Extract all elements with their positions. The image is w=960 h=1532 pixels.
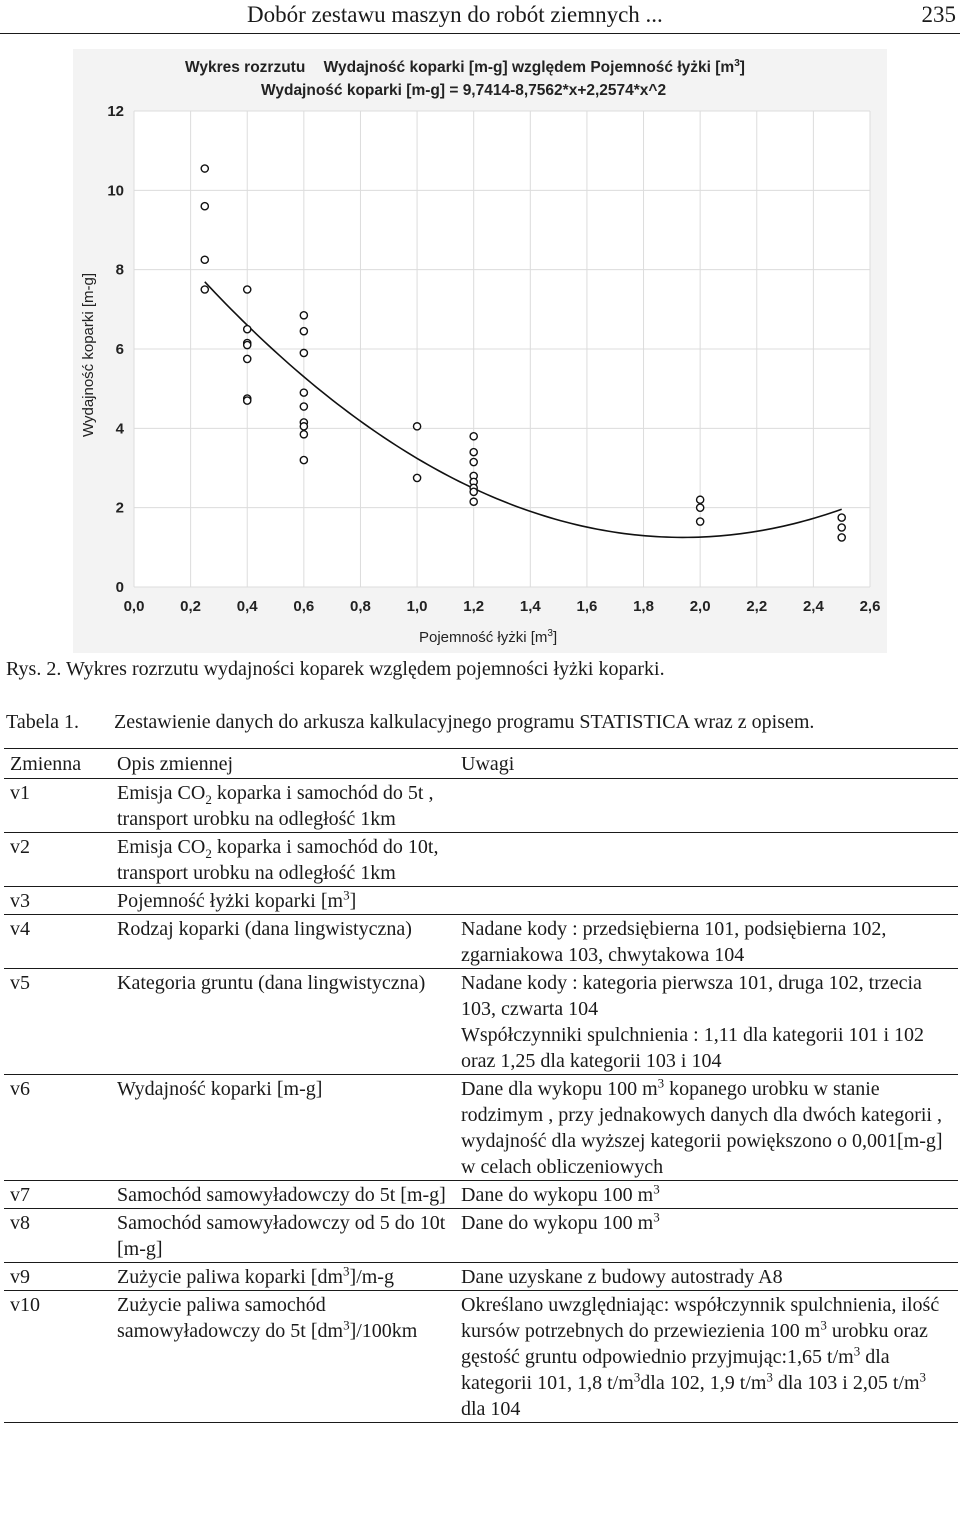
desc-text: Pojemność łyżki koparki [m <box>117 890 344 912</box>
cell-description <box>111 887 455 915</box>
data-point <box>470 458 477 465</box>
data-point <box>413 474 420 481</box>
data-point <box>244 286 251 293</box>
x-tick-label: 0,4 <box>236 598 258 615</box>
x-tick-label: 2,4 <box>802 598 824 615</box>
x-tick-label: 1,8 <box>633 598 654 615</box>
data-point <box>244 341 251 348</box>
table-row <box>4 1291 958 1423</box>
table-row <box>4 915 958 969</box>
cell-description <box>111 779 455 833</box>
note-text: dla 104 <box>461 1398 521 1420</box>
cell-variable: v1 <box>4 779 111 833</box>
data-point <box>244 326 251 333</box>
x-tick-label: 2,6 <box>859 598 881 615</box>
desc-text: Emisja CO <box>117 782 206 804</box>
desc-text: koparka i samochód do 5t , transport urobku na odległość 1km <box>117 782 434 830</box>
table-row <box>4 833 958 887</box>
data-point <box>300 423 307 430</box>
x-tick-label: 2,2 <box>746 598 768 615</box>
cell-variable: v4 <box>4 915 111 969</box>
desc-text: Zużycie paliwa koparki [dm <box>117 1266 344 1288</box>
cell-notes <box>455 887 958 915</box>
cell-variable: v6 <box>4 1075 111 1181</box>
data-point <box>300 389 307 396</box>
data-point <box>470 449 477 456</box>
cell-notes <box>455 1291 958 1423</box>
y-tick-label: 2 <box>115 499 124 517</box>
note-sup: 3 <box>919 1369 927 1385</box>
data-point <box>300 431 307 438</box>
note-text: Dane do wykopu 100 m <box>461 1212 654 1234</box>
data-point <box>697 518 704 525</box>
data-point <box>300 349 307 356</box>
cell-notes <box>455 969 958 1075</box>
cell-variable: v10 <box>4 1291 111 1423</box>
cell-description <box>111 833 455 887</box>
desc-text: ]/100km <box>349 1320 418 1342</box>
table-title: Zestawienie danych do arkusza kalkulacyjnego programu STATISTICA wraz z opisem. <box>114 711 815 733</box>
scatter-chart-svg <box>73 49 887 653</box>
note-sup: 3 <box>853 1343 861 1359</box>
data-point <box>470 433 477 440</box>
desc-sup: 3 <box>343 887 350 903</box>
column-header-variable: Zmienna <box>4 749 111 779</box>
note-text: Dane dla wykopu 100 m <box>461 1078 658 1100</box>
data-point <box>838 514 845 521</box>
x-tick-label: 1,4 <box>519 598 541 615</box>
data-point <box>300 403 307 410</box>
data-point <box>244 397 251 404</box>
chart-title <box>185 58 745 76</box>
x-tick-label: 1,2 <box>463 598 485 615</box>
y-tick-label: 4 <box>115 420 124 438</box>
chart-title-sup: 3 <box>734 58 740 69</box>
desc-text: ] <box>349 890 357 912</box>
data-point <box>300 456 307 463</box>
chart-title-end: ] <box>739 59 745 76</box>
cell-description: Samochód samowyładowczy od 5 do 10t [m-g] <box>111 1209 455 1263</box>
note-text: dla 102, 1,9 t/m <box>640 1372 767 1394</box>
table-caption <box>6 711 814 734</box>
page-number: 235 <box>921 2 956 27</box>
cell-variable: v2 <box>4 833 111 887</box>
desc-text: koparka i samochód do 10t, transport urobku na odległość 1km <box>117 836 439 884</box>
note-sup: 3 <box>633 1369 641 1385</box>
y-tick-label: 12 <box>107 103 124 120</box>
cell-description: Rodzaj koparki (dana lingwistyczna) <box>111 915 455 969</box>
x-tick-label: 0,8 <box>350 598 371 615</box>
cell-notes <box>455 1075 958 1181</box>
note-sup: 3 <box>653 1181 660 1197</box>
x-tick-label: 0,2 <box>180 598 202 615</box>
column-header-description: Opis zmiennej <box>111 749 455 779</box>
cell-notes <box>455 1209 958 1263</box>
data-point <box>201 286 208 293</box>
y-tick-label: 6 <box>115 341 124 358</box>
desc-sub: 2 <box>205 792 212 807</box>
x-tick-label: 2,0 <box>689 598 711 615</box>
running-title: Dobór zestawu maszyn do robót ziemnych ... <box>247 2 663 27</box>
table-row <box>4 887 958 915</box>
note-sup: 3 <box>766 1369 773 1385</box>
note-text: dla kategorii 101, 1,8 t/m <box>461 1346 890 1394</box>
cell-notes: Dane uzyskane z budowy autostrady A8 <box>455 1263 958 1291</box>
y-tick-label: 10 <box>107 182 124 200</box>
x-tick-label: 1,6 <box>576 598 598 615</box>
table-row <box>4 1263 958 1291</box>
x-tick-label: 1,0 <box>406 598 428 615</box>
note-text: dla 103 i 2,05 t/m <box>772 1372 920 1394</box>
note-sup: 3 <box>820 1317 827 1333</box>
desc-text: Emisja CO <box>117 836 206 858</box>
note-line: Nadane kody : kategoria pierwsza 101, druga 102, trzecia 103, czwarta 104 <box>461 972 922 1020</box>
data-point <box>838 534 845 541</box>
cell-variable: v5 <box>4 969 111 1075</box>
desc-sub: 2 <box>205 846 212 861</box>
note-text: Określano uwzględniając: współczynnik spulchnienia, ilość kursów potrzebnych do przewiezienia 100 m <box>461 1294 940 1342</box>
cell-description: Wydajność koparki [m-g] <box>111 1075 455 1181</box>
scatter-chart <box>73 49 887 653</box>
cell-notes <box>455 833 958 887</box>
note-line: Współczynniki spulchnienia : 1,11 dla kategorii 101 i 102 oraz 1,25 dla kategorii 103 i 104 <box>461 1024 925 1072</box>
table-row <box>4 779 958 833</box>
x-axis-label-sup: 3 <box>547 628 553 639</box>
x-axis-ticks <box>124 598 881 615</box>
note-sup: 3 <box>653 1209 660 1225</box>
desc-text: Zużycie paliwa samochód samowyładowczy do 5t [dm <box>117 1294 344 1342</box>
x-tick-label: 0,0 <box>123 598 145 615</box>
chart-title-prefix: Wykres rozrzutu <box>185 59 306 76</box>
desc-sup: 3 <box>343 1263 350 1279</box>
cell-notes <box>455 779 958 833</box>
running-head <box>0 0 960 34</box>
figure-caption: Rys. 2. Wykres rozrzutu wydajności koparek względem pojemności łyżki koparki. <box>6 658 665 680</box>
data-point <box>697 496 704 503</box>
chart-title-main: Wydajność koparki [m-g] względem Pojemność łyżki [m <box>323 59 735 76</box>
note-text: kopanego urobku w stanie rodzimym , przy jednakowych danych dla dwóch kategorii , wydajność dla wyższej kategorii powiększono o 0,001[m-g] w celach obliczeniowych <box>461 1078 943 1178</box>
data-point <box>201 165 208 172</box>
table-row <box>4 1181 958 1209</box>
table-label: Tabela 1. <box>6 711 80 733</box>
cell-notes <box>455 1181 958 1209</box>
cell-variable: v3 <box>4 887 111 915</box>
cell-variable: v8 <box>4 1209 111 1263</box>
data-point <box>838 524 845 531</box>
cell-description <box>111 1263 455 1291</box>
cell-description: Kategoria gruntu (dana lingwistyczna) <box>111 969 455 1075</box>
x-axis-label-end: ] <box>552 629 558 646</box>
cell-variable: v9 <box>4 1263 111 1291</box>
note-sup: 3 <box>657 1075 665 1091</box>
data-point <box>201 203 208 210</box>
data-table <box>4 748 958 1423</box>
table-header-row <box>4 749 958 779</box>
column-header-notes: Uwagi <box>455 749 958 779</box>
data-point <box>470 488 477 495</box>
y-axis-ticks <box>107 103 124 596</box>
y-tick-label: 0 <box>115 579 124 596</box>
desc-sup: 3 <box>343 1317 350 1333</box>
table-row <box>4 1075 958 1181</box>
desc-text: ]/m-g <box>349 1266 394 1288</box>
y-tick-label: 8 <box>115 261 124 279</box>
cell-description: Samochód samowyładowczy do 5t [m-g] <box>111 1181 455 1209</box>
data-point <box>697 504 704 511</box>
note-text: Dane do wykopu 100 m <box>461 1184 654 1206</box>
note-text: urobku oraz gęstość gruntu odpowiednio przyjmując:1,65 t/m <box>461 1320 928 1368</box>
x-axis-label-text: Pojemność łyżki [m <box>419 629 548 646</box>
cell-description <box>111 1291 455 1423</box>
table-row <box>4 969 958 1075</box>
x-tick-label: 0,6 <box>293 598 315 615</box>
data-point <box>201 256 208 263</box>
chart-grid <box>134 111 870 587</box>
data-point <box>413 423 420 430</box>
cell-variable: v7 <box>4 1181 111 1209</box>
table-row <box>4 1209 958 1263</box>
y-axis-label: Wydajność koparki [m-g] <box>80 272 97 438</box>
x-axis-label <box>419 628 557 646</box>
chart-subtitle: Wydajność koparki [m-g] = 9,7414-8,7562*x+2,2574*x^2 <box>261 82 667 99</box>
cell-notes: Nadane kody : przedsiębierna 101, podsiębierna 102, zgarniakowa 103, chwytakowa 104 <box>455 915 958 969</box>
data-point <box>300 312 307 319</box>
data-point <box>470 498 477 505</box>
data-point <box>300 328 307 335</box>
data-point <box>244 355 251 362</box>
